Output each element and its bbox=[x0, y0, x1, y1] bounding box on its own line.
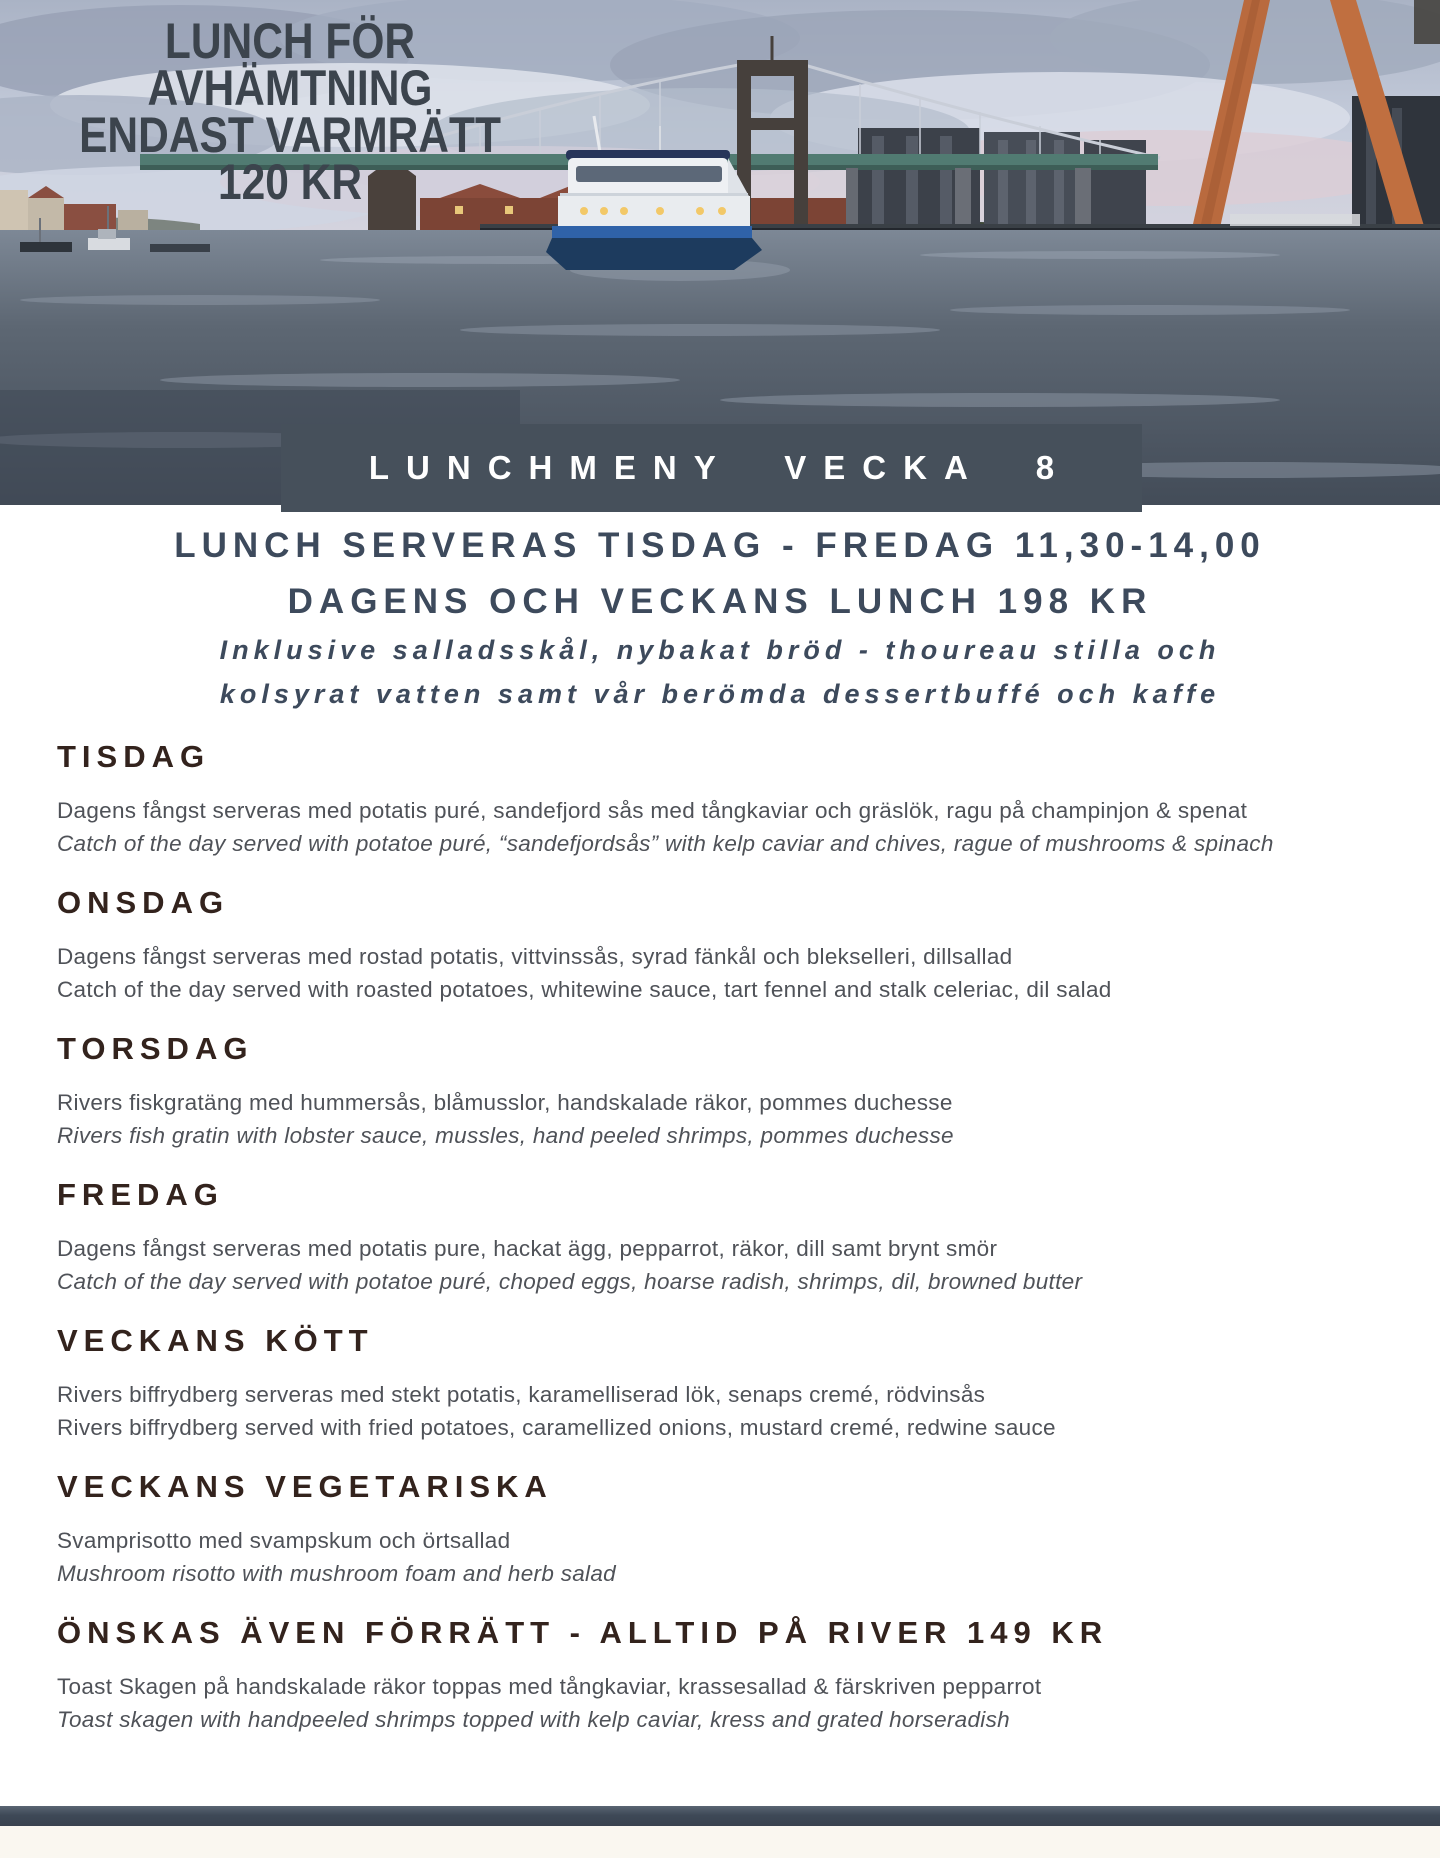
dish-swedish: Rivers biffrydberg serveras med stekt potatis, karamelliserad lök, senaps cremé, rödvinsås bbox=[57, 1382, 986, 1407]
dish-swedish: Toast Skagen på handskalade räkor toppas med tångkaviar, krassesallad & färskriven pepparrot bbox=[57, 1674, 1042, 1699]
section-heading: VECKANS KÖTT bbox=[57, 1323, 374, 1358]
week-banner bbox=[281, 424, 1142, 512]
dish-english: Mushroom risotto with mushroom foam and herb salad bbox=[57, 1561, 616, 1586]
hero-title bbox=[28, 13, 552, 210]
menu-section bbox=[57, 885, 1400, 1006]
dish-english: Catch of the day served with potatoe puré, “sandefjordsås” with kelp caviar and chives, rague of mushrooms & spinach bbox=[57, 831, 1274, 856]
menu-content bbox=[0, 518, 1440, 1736]
dish-english: Catch of the day served with roasted potatoes, whitewine sauce, tart fennel and stalk celeriac, dil salad bbox=[57, 977, 1112, 1002]
dish-swedish: Dagens fångst serveras med potatis pure, hackat ägg, pepparrot, räkor, dill samt brynt smör bbox=[57, 1236, 998, 1261]
section-heading: FREDAG bbox=[57, 1177, 224, 1212]
dish-swedish: Rivers fiskgratäng med hummersås, blåmusslor, handskalade räkor, pommes duchesse bbox=[57, 1090, 953, 1115]
dish-english: Rivers biffrydberg served with fried potatoes, caramellized onions, mustard cremé, redwine sauce bbox=[57, 1415, 1056, 1440]
included-note-line2: kolsyrat vatten samt vår berömda dessertbuffé och kaffe bbox=[219, 679, 1221, 709]
included-note-line1: Inklusive salladsskål, nybakat bröd - thoureau stilla och bbox=[219, 635, 1221, 665]
bottom-bar bbox=[0, 1806, 1440, 1826]
menu-section bbox=[57, 739, 1400, 860]
menu-section bbox=[57, 1323, 1400, 1444]
menu-section bbox=[57, 1469, 1400, 1590]
menu-sections bbox=[0, 710, 1440, 1736]
price-heading: DAGENS OCH VECKANS LUNCH 198 KR bbox=[287, 582, 1153, 621]
dish-english: Toast skagen with handpeeled shrimps topped with kelp caviar, kress and grated horseradish bbox=[57, 1707, 1010, 1732]
bottom-strip bbox=[0, 1826, 1440, 1858]
dish-english: Catch of the day served with potatoe puré, choped eggs, hoarse radish, shrimps, dil, browned butter bbox=[57, 1269, 1083, 1294]
hero-title-line: 120 KR bbox=[217, 154, 363, 210]
section-heading: VECKANS VEGETARISKA bbox=[57, 1469, 553, 1504]
serving-hours-heading: LUNCH SERVERAS TISDAG - FREDAG 11,30-14,00 bbox=[174, 526, 1266, 565]
menu-section bbox=[57, 1031, 1400, 1152]
section-heading: ONSDAG bbox=[57, 885, 230, 920]
dish-english: Rivers fish gratin with lobster sauce, mussles, hand peeled shrimps, pommes duchesse bbox=[57, 1123, 954, 1148]
dish-swedish: Dagens fångst serveras med rostad potatis, vittvinssås, syrad fänkål och blekselleri, dillsallad bbox=[57, 944, 1013, 969]
hero-title-line: ENDAST VARMRÄTT bbox=[79, 107, 501, 163]
section-heading: TORSDAG bbox=[57, 1031, 254, 1066]
section-heading: TISDAG bbox=[57, 739, 211, 774]
dish-swedish: Dagens fångst serveras med potatis puré, sandefjord sås med tångkaviar och gräslök, ragu på champinjon & spenat bbox=[57, 798, 1248, 823]
menu-section bbox=[57, 1615, 1400, 1736]
menu-section bbox=[57, 1177, 1400, 1298]
hero-title-line: AVHÄMTNING bbox=[147, 60, 433, 116]
hero-title-line: LUNCH FÖR bbox=[164, 13, 416, 69]
section-heading: ÖNSKAS ÄVEN FÖRRÄTT - ALLTID PÅ RIVER 149 KR bbox=[57, 1615, 1109, 1650]
week-banner-label: LUNCHMENY VECKA 8 bbox=[368, 449, 1072, 486]
dish-swedish: Svamprisotto med svampskum och örtsallad bbox=[57, 1528, 511, 1553]
